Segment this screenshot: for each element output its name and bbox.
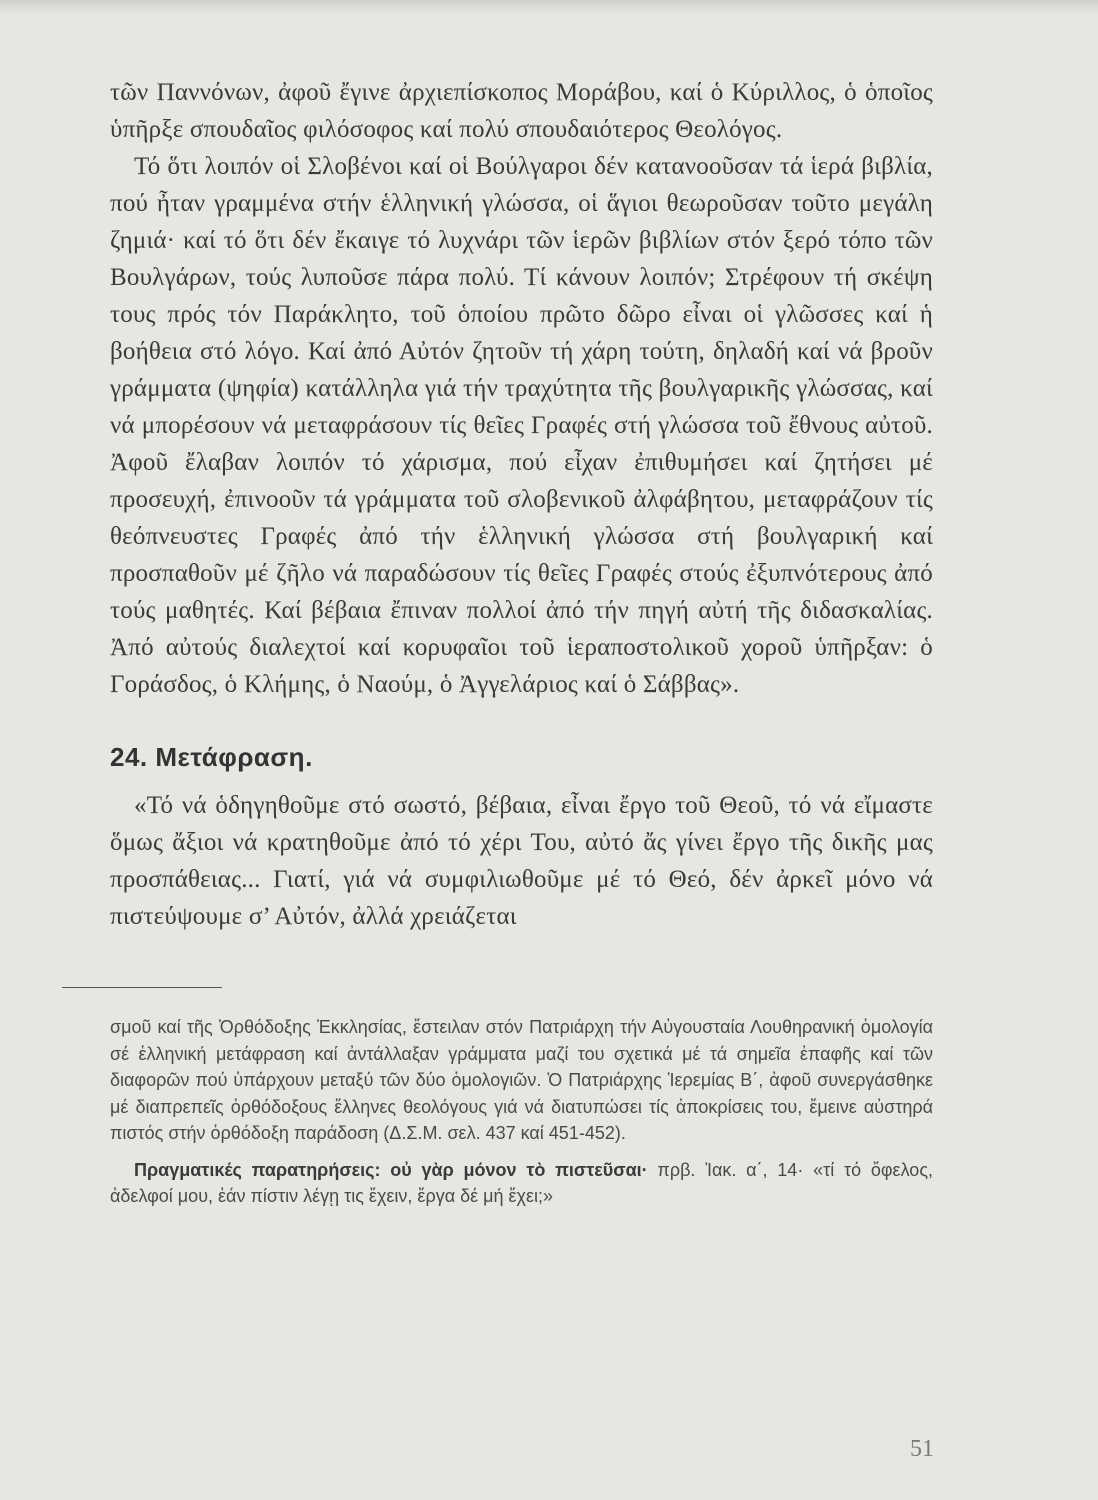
section-paragraph: «Τό νά ὁδηγηθοῦμε στό σωστό, βέβαια, εἶναι ἔργο τοῦ Θεοῦ, τό νά εἴμαστε ὅμως ἄξιοι νά κρατηθοῦμε ἀπό τό χέρι Του, αὐτό ἄς γίνει ἔργο τῆς δικῆς μας προσπάθειας... Γιατί, γιά νά συμφιλιωθοῦμε μέ τό Θεό, δέν ἀρκεῖ μόνο νά πιστεύψουμε σ’ Αὐτόν, ἀλλά χρειάζεται [110,792,933,930]
footnotes [110,1014,933,1210]
footnote-divider [62,987,222,988]
footnote-2 [110,1157,933,1210]
footnote-2-text: πρβ. Ἰακ. α΄, 14· «τί τό ὄφελος, ἀδελφοί μου, ἐάν πίστιν λέγῃ τις ἔχειν, ἔργα δέ μή ἔχει;» [110,1159,933,1206]
footnote-2-heading: Πραγματικές παρατηρήσεις: οὐ γὰρ μόνον τὸ πιστεῦσαι· [134,1159,648,1180]
section-heading: 24. Μετάφραση. [110,742,313,772]
body-paragraph-2: Τό ὅτι λοιπόν οἱ Σλοβένοι καί οἱ Βούλγαροι δέν κατανοοῦσαν τά ἱερά βιβλία, πού ἦταν γραμμένα στήν ἑλληνική γλώσσα, οἱ ἅγιοι θεωροῦσαν τοῦτο μεγάλη ζημιά· καί τό ὅτι δέν ἔκαιγε τό λυχνάρι τῶν ἱερῶν βιβλίων στόν ξερό τόπο τῶν Βουλγάρων, τούς λυποῦσε πάρα πολύ. Τί κάνουν λοιπόν; Στρέφουν τή σκέψη τους πρός τόν Παράκλητο, τοῦ ὁποίου πρῶτο δῶρο εἶναι οἱ γλῶσσες καί ἡ βοήθεια στό λόγο. Καί ἀπό Αὐτόν ζητοῦν τή χάρη τούτη, δηλαδή καί νά βροῦν γράμματα (ψηφία) κατάλληλα γιά τήν τραχύτητα τῆς βουλγαρικῆς γλώσσας, καί νά μπορέσουν νά μεταφράσουν τίς θεῖες Γραφές στή γλώσσα τοῦ ἔθνους αὐτοῦ. Ἀφοῦ ἔλαβαν λοιπόν τό χάρισμα, πού εἶχαν ἐπιθυμήσει καί ζητήσει μέ προσευχή, ἐπινοοῦν τά γράμματα τοῦ σλοβενικοῦ ἀλφάβητου, μεταφράζουν τίς θεόπνευστες Γραφές ἀπό τήν ἑλληνική γλώσσα στή βουλγαρική καί προσπαθοῦν μέ ζῆλο νά παραδώσουν τίς θεῖες Γραφές στούς ἐξυπνότερους ἀπό τούς μαθητές. Καί βέβαια ἔπιναν πολλοί ἀπό τήν πηγή αὐτή τῆς διδασκαλίας. Ἀπό αὐτούς διαλεχτοί καί κορυφαῖοι τοῦ ἱεραποστολικοῦ χοροῦ ὑπῆρξαν: ὁ Γοράσδος, ὁ Κλήμης, ὁ Ναούμ, ὁ Ἀγγελάριος καί ὁ Σάββας». [110,153,933,698]
main-text [110,74,933,703]
page-top-shadow [0,0,1098,14]
body-paragraph-1: τῶν Παννόνων, ἀφοῦ ἔγινε ἀρχιεπίσκοπος Μοράβου, καί ὁ Κύριλλος, ὁ ὁποῖος ὑπῆρξε σπουδαῖος φιλόσοφος καί πολύ σπουδαιότερος Θεολόγος. [110,79,933,143]
page-number: 51 [910,1436,934,1462]
book-page [110,74,933,1210]
footnote-1: σμοῦ καί τῆς Ὀρθόδοξης Ἐκκλησίας, ἔστειλαν στόν Πατριάρχη τήν Αὐγουσταία Λουθηρανική ὁμολογία σέ ἑλληνική μετάφραση καί ἀντάλλαξαν γράμματα μαζί του σχετικά μέ τά σημεῖα ἐπαφῆς καί τῶν διαφορῶν πού ὑπάρχουν μεταξύ τῶν δύο ὁμολογιῶν. Ὁ Πατριάρχης Ἱερεμίας Β΄, ἀφοῦ συνεργάσθηκε μέ διαπρεπεῖς ὀρθόδοξους ἕλληνες θεολόγους γιά νά διατυπώσει τίς ἀποκρίσεις του, ἔμεινε αὐστηρά πιστός στήν ὀρθόδοξη παράδοση (Δ.Σ.Μ. σελ. 437 καί 451-452). [110,1017,933,1143]
section-text [110,787,933,935]
